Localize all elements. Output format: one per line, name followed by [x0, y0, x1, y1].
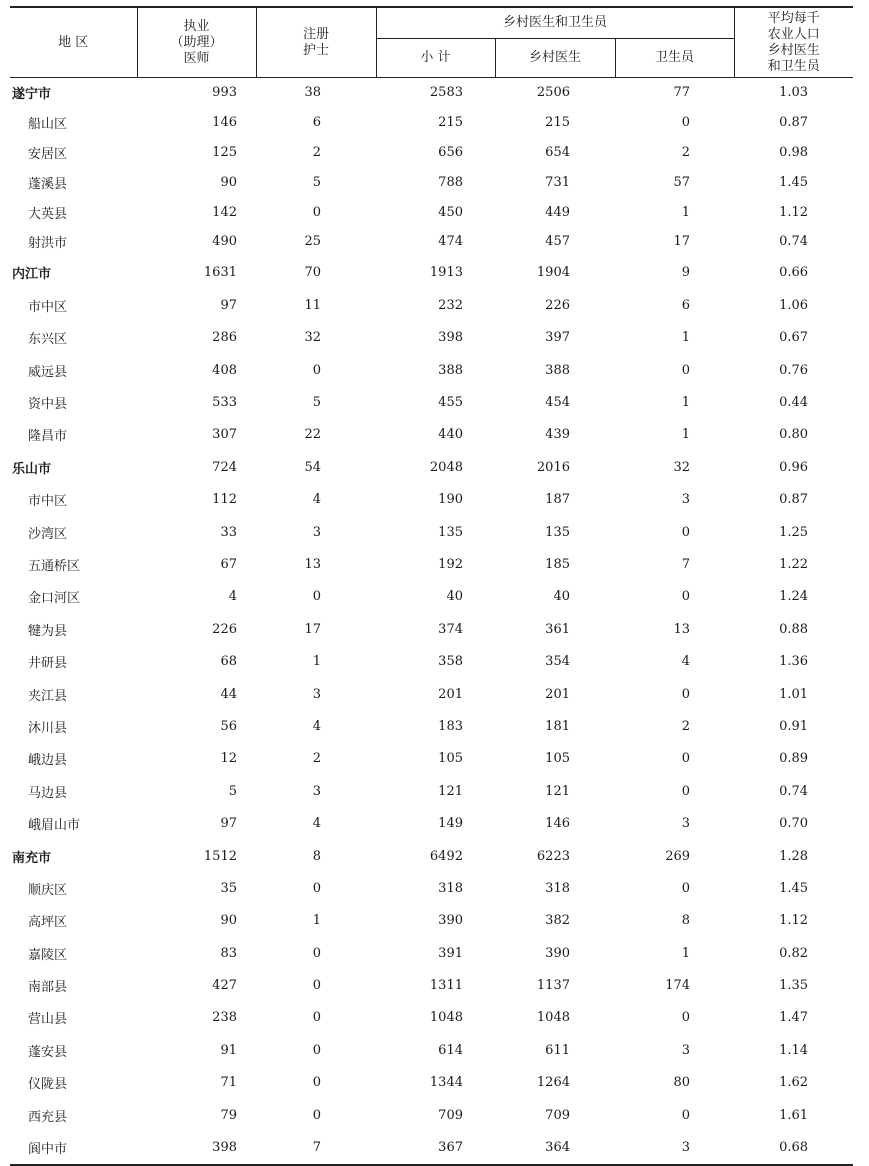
value-cell: 6223	[536, 848, 570, 864]
table-row	[10, 807, 853, 839]
table-row	[10, 322, 853, 354]
table-row-city	[10, 257, 853, 289]
value-cell: 38	[304, 85, 321, 101]
value-cell: 1	[681, 395, 691, 411]
value-cell: 454	[545, 395, 570, 411]
value-cell: 364	[495, 1131, 615, 1164]
value-cell: 0	[681, 362, 691, 378]
value-cell: 455	[438, 395, 463, 411]
value-cell: 4	[681, 654, 691, 670]
value-cell: 1512	[203, 848, 237, 864]
value-cell: 0.91	[779, 718, 809, 734]
value-cell: 731	[545, 174, 570, 190]
region-name-cell: 东兴区	[28, 332, 68, 348]
value-cell: 2	[312, 751, 321, 767]
value-cell: 1.61	[779, 1107, 809, 1123]
value-cell: 83	[220, 945, 237, 961]
value-cell: 1.28	[779, 848, 809, 864]
value-cell: 2506	[536, 85, 570, 101]
value-cell: 4	[312, 816, 321, 832]
value-cell: 439	[545, 427, 570, 443]
value-cell: 0.87	[779, 492, 809, 508]
table-row	[10, 937, 853, 969]
table-row	[10, 197, 853, 227]
value-cell: 388	[545, 362, 570, 378]
table-body	[10, 78, 853, 1165]
table-row	[10, 548, 853, 580]
value-cell: 1048	[536, 1010, 570, 1026]
table-row	[10, 419, 853, 451]
region-name-cell: 西充县	[28, 1109, 68, 1125]
value-cell: 427	[212, 978, 237, 994]
value-cell: 146	[545, 816, 570, 832]
value-cell: 0	[312, 1107, 321, 1123]
value-cell: 79	[220, 1107, 237, 1123]
value-cell: 149	[438, 816, 463, 832]
value-cell: 7	[256, 1131, 376, 1164]
value-cell: 1	[312, 913, 321, 929]
value-cell: 1048	[429, 1010, 463, 1026]
region-name-cell: 射洪市	[28, 236, 68, 252]
table-row	[10, 484, 853, 516]
table-row	[10, 872, 853, 904]
value-cell: 1	[681, 204, 691, 220]
table-row	[10, 354, 853, 386]
table-header	[10, 7, 853, 78]
header-region: 地 区	[10, 7, 137, 78]
region-name-cell: 沐川县	[28, 720, 68, 736]
value-cell: 0	[681, 524, 691, 540]
value-cell: 1.06	[779, 297, 809, 313]
region-name-cell: 峨眉山市	[28, 818, 81, 834]
value-cell: 17	[673, 234, 691, 250]
value-cell: 56	[220, 718, 237, 734]
region-name-cell: 仪陇县	[28, 1077, 68, 1093]
region-name-cell: 市中区	[28, 494, 68, 510]
table-row	[10, 775, 853, 807]
region-name-cell: 夹江县	[28, 688, 68, 704]
value-cell: 457	[545, 234, 570, 250]
value-cell: 0	[312, 204, 321, 220]
value-cell: 408	[212, 362, 237, 378]
table-row	[10, 710, 853, 742]
header-doctor: 执业 （助理） 医师	[137, 7, 256, 78]
value-cell: 2	[681, 718, 691, 734]
table-row	[10, 743, 853, 775]
value-cell: 71	[220, 1075, 237, 1091]
value-cell: 354	[545, 654, 570, 670]
value-cell: 2016	[536, 459, 570, 475]
value-cell: 533	[212, 395, 237, 411]
value-cell: 0.67	[779, 330, 809, 346]
value-cell: 57	[673, 174, 691, 190]
value-cell: 2	[312, 144, 321, 160]
value-cell: 77	[673, 85, 691, 101]
value-cell: 97	[220, 297, 237, 313]
value-cell: 1311	[429, 978, 463, 994]
value-cell: 35	[220, 880, 237, 896]
region-name-cell: 南充市	[12, 850, 52, 866]
value-cell: 142	[212, 204, 237, 220]
value-cell: 226	[545, 297, 570, 313]
value-cell: 0.70	[779, 816, 809, 832]
value-cell: 80	[673, 1075, 691, 1091]
region-name-cell: 井研县	[28, 656, 68, 672]
value-cell: 2583	[429, 85, 463, 101]
region-name-cell: 马边县	[28, 785, 68, 801]
value-cell: 474	[438, 234, 463, 250]
value-cell: 3	[312, 524, 321, 540]
value-cell: 286	[212, 330, 237, 346]
value-cell: 1.47	[779, 1010, 809, 1026]
table-row	[10, 108, 853, 138]
table-row	[10, 289, 853, 321]
value-cell: 1	[681, 330, 691, 346]
value-cell: 215	[438, 115, 463, 131]
header-health-worker: 卫生员	[615, 39, 734, 78]
value-cell: 11	[304, 297, 321, 313]
table-row	[10, 516, 853, 548]
value-cell: 1.62	[779, 1075, 809, 1091]
value-cell: 190	[438, 492, 463, 508]
value-cell: 135	[438, 524, 463, 540]
value-cell: 54	[304, 459, 321, 475]
value-cell: 25	[304, 234, 321, 250]
value-cell: 1.12	[779, 204, 809, 220]
value-cell: 2048	[429, 459, 463, 475]
value-cell: 13	[304, 556, 321, 572]
value-cell: 391	[438, 945, 463, 961]
value-cell: 490	[212, 234, 237, 250]
value-cell: 215	[545, 115, 570, 131]
value-cell: 5	[228, 783, 237, 799]
region-name-cell: 遂宁市	[12, 87, 52, 103]
table-row	[10, 1131, 853, 1164]
value-cell: 3	[681, 1042, 691, 1058]
value-cell: 1904	[536, 265, 570, 281]
header-per-thousand: 平均每千 农业人口 乡村医生 和卫生员	[734, 7, 853, 78]
value-cell: 4	[312, 492, 321, 508]
value-cell: 68	[220, 654, 237, 670]
region-name-cell: 犍为县	[28, 623, 68, 639]
value-cell: 1137	[536, 978, 570, 994]
value-cell: 382	[545, 913, 570, 929]
value-cell: 232	[438, 297, 463, 313]
region-name-cell: 安居区	[28, 146, 68, 162]
table-row	[10, 678, 853, 710]
table-row-city	[10, 451, 853, 483]
value-cell: 0	[312, 1042, 321, 1058]
value-cell: 40	[446, 589, 463, 605]
value-cell: 0	[681, 751, 691, 767]
value-cell: 440	[438, 427, 463, 443]
value-cell: 654	[545, 144, 570, 160]
value-cell: 3	[615, 1131, 734, 1164]
value-cell: 7	[681, 556, 691, 572]
value-cell: 0.80	[779, 427, 809, 443]
value-cell: 185	[545, 556, 570, 572]
value-cell: 181	[545, 718, 570, 734]
value-cell: 1	[681, 427, 691, 443]
value-cell: 0	[681, 589, 691, 605]
header-village-group: 乡村医生和卫生员	[376, 7, 734, 39]
value-cell: 398	[438, 330, 463, 346]
region-name-cell: 高坪区	[28, 915, 68, 931]
region-name-cell: 峨边县	[28, 753, 68, 769]
value-cell: 0	[681, 783, 691, 799]
value-cell: 0.74	[779, 783, 809, 799]
value-cell: 70	[304, 265, 321, 281]
region-name-cell: 蓬安县	[28, 1044, 68, 1060]
value-cell: 135	[545, 524, 570, 540]
value-cell: 192	[438, 556, 463, 572]
value-cell: 307	[212, 427, 237, 443]
region-name-cell: 顺庆区	[28, 882, 68, 898]
value-cell: 449	[545, 204, 570, 220]
value-cell: 3	[312, 783, 321, 799]
value-cell: 269	[665, 848, 691, 864]
value-cell: 4	[228, 589, 237, 605]
statistics-table-container	[10, 6, 853, 1166]
value-cell: 0	[681, 686, 691, 702]
value-cell: 0.76	[779, 362, 809, 378]
table-row	[10, 386, 853, 418]
region-name-cell: 威远县	[28, 364, 68, 380]
value-cell: 105	[438, 751, 463, 767]
value-cell: 318	[438, 880, 463, 896]
value-cell: 1.25	[779, 524, 809, 540]
value-cell: 0	[312, 978, 321, 994]
value-cell: 0.96	[779, 459, 809, 475]
value-cell: 13	[673, 621, 691, 637]
value-cell: 8	[312, 848, 321, 864]
value-cell: 33	[220, 524, 237, 540]
header-nurse: 注册 护士	[256, 7, 376, 78]
value-cell: 1.03	[779, 85, 809, 101]
value-cell: 2	[681, 144, 691, 160]
value-cell: 12	[220, 751, 237, 767]
value-cell: 183	[438, 718, 463, 734]
value-cell: 0	[681, 115, 691, 131]
value-cell: 0.68	[734, 1131, 853, 1164]
value-cell: 201	[438, 686, 463, 702]
value-cell: 187	[545, 492, 570, 508]
value-cell: 9	[681, 265, 691, 281]
value-cell: 0	[312, 1075, 321, 1091]
value-cell: 709	[545, 1107, 570, 1123]
table-row	[10, 138, 853, 168]
table-row	[10, 969, 853, 1001]
value-cell: 318	[545, 880, 570, 896]
table-row	[10, 167, 853, 197]
value-cell: 1913	[429, 265, 463, 281]
value-cell: 1344	[429, 1075, 463, 1091]
value-cell: 358	[438, 654, 463, 670]
value-cell: 0	[681, 880, 691, 896]
value-cell: 0.88	[779, 621, 809, 637]
value-cell: 1.14	[779, 1042, 809, 1058]
value-cell: 90	[220, 174, 237, 190]
value-cell: 5	[312, 395, 321, 411]
value-cell: 3	[681, 816, 691, 832]
value-cell: 121	[545, 783, 570, 799]
village-doctor-statistics-table	[10, 6, 853, 1166]
region-name-cell: 市中区	[28, 299, 68, 315]
table-row	[10, 581, 853, 613]
region-name-cell: 沙湾区	[28, 526, 68, 542]
value-cell: 0	[312, 880, 321, 896]
table-row	[10, 1002, 853, 1034]
value-cell: 32	[673, 459, 691, 475]
value-cell: 5	[312, 174, 321, 190]
value-cell: 0.87	[779, 115, 809, 131]
value-cell: 91	[220, 1042, 237, 1058]
value-cell: 367	[376, 1131, 495, 1164]
value-cell: 6	[312, 115, 321, 131]
value-cell: 67	[220, 556, 237, 572]
value-cell: 1	[312, 654, 321, 670]
value-cell: 0.89	[779, 751, 809, 767]
value-cell: 8	[681, 913, 691, 929]
value-cell: 125	[212, 144, 237, 160]
value-cell: 1.45	[779, 174, 809, 190]
value-cell: 450	[438, 204, 463, 220]
value-cell: 6	[681, 297, 691, 313]
value-cell: 1.22	[779, 556, 809, 572]
value-cell: 44	[220, 686, 237, 702]
value-cell: 40	[553, 589, 570, 605]
region-name-cell: 内江市	[12, 267, 52, 283]
value-cell: 390	[545, 945, 570, 961]
table-row	[10, 227, 853, 257]
table-row-city	[10, 840, 853, 872]
value-cell: 1	[681, 945, 691, 961]
value-cell: 97	[220, 816, 237, 832]
region-name-cell: 船山区	[28, 117, 68, 133]
value-cell: 614	[438, 1042, 463, 1058]
value-cell: 226	[212, 621, 237, 637]
value-cell: 90	[220, 913, 237, 929]
region-name-cell: 南部县	[28, 980, 68, 996]
value-cell: 201	[545, 686, 570, 702]
value-cell: 1.36	[779, 654, 809, 670]
table-row	[10, 645, 853, 677]
region-name-cell: 嘉陵区	[28, 947, 68, 963]
value-cell: 0.44	[779, 395, 809, 411]
value-cell: 112	[212, 492, 237, 508]
region-name-cell: 大英县	[28, 206, 68, 222]
value-cell: 17	[304, 621, 321, 637]
value-cell: 0	[312, 945, 321, 961]
value-cell: 6492	[429, 848, 463, 864]
value-cell: 0.66	[779, 265, 809, 281]
value-cell: 788	[438, 174, 463, 190]
value-cell: 398	[137, 1131, 256, 1164]
value-cell: 656	[438, 144, 463, 160]
region-name-cell: 金口河区	[28, 591, 81, 607]
value-cell: 0	[312, 589, 321, 605]
value-cell: 121	[438, 783, 463, 799]
value-cell: 1.24	[779, 589, 809, 605]
value-cell: 709	[438, 1107, 463, 1123]
value-cell: 1.45	[779, 880, 809, 896]
value-cell: 146	[212, 115, 237, 131]
value-cell: 22	[304, 427, 321, 443]
region-name-cell: 阆中市	[10, 1131, 137, 1164]
table-row	[10, 1067, 853, 1099]
value-cell: 32	[304, 330, 321, 346]
value-cell: 0	[681, 1010, 691, 1026]
value-cell: 0	[312, 1010, 321, 1026]
table-row	[10, 905, 853, 937]
value-cell: 1.35	[779, 978, 809, 994]
region-name-cell: 营山县	[28, 1012, 68, 1028]
value-cell: 238	[212, 1010, 237, 1026]
region-name-cell: 资中县	[28, 397, 68, 413]
table-row	[10, 613, 853, 645]
value-cell: 361	[545, 621, 570, 637]
value-cell: 724	[212, 459, 237, 475]
value-cell: 1.12	[779, 913, 809, 929]
value-cell: 0.74	[779, 234, 809, 250]
header-village-doctor: 乡村医生	[495, 39, 615, 78]
value-cell: 611	[545, 1042, 570, 1058]
header-subtotal: 小 计	[376, 39, 495, 78]
value-cell: 388	[438, 362, 463, 378]
value-cell: 1631	[203, 265, 237, 281]
region-name-cell: 蓬溪县	[28, 176, 68, 192]
value-cell: 1.01	[779, 686, 809, 702]
value-cell: 390	[438, 913, 463, 929]
region-name-cell: 乐山市	[12, 461, 52, 477]
region-name-cell: 隆昌市	[28, 429, 68, 445]
value-cell: 993	[212, 85, 237, 101]
region-name-cell: 五通桥区	[28, 558, 81, 574]
value-cell: 397	[545, 330, 570, 346]
value-cell: 1264	[536, 1075, 570, 1091]
value-cell: 105	[545, 751, 570, 767]
table-row-city	[10, 78, 853, 108]
table-row	[10, 1034, 853, 1066]
value-cell: 3	[312, 686, 321, 702]
value-cell: 0.82	[779, 945, 809, 961]
table-row	[10, 1099, 853, 1131]
value-cell: 174	[665, 978, 691, 994]
value-cell: 3	[681, 492, 691, 508]
value-cell: 0	[312, 362, 321, 378]
value-cell: 4	[312, 718, 321, 734]
value-cell: 0	[681, 1107, 691, 1123]
value-cell: 374	[438, 621, 463, 637]
value-cell: 0.98	[779, 144, 809, 160]
